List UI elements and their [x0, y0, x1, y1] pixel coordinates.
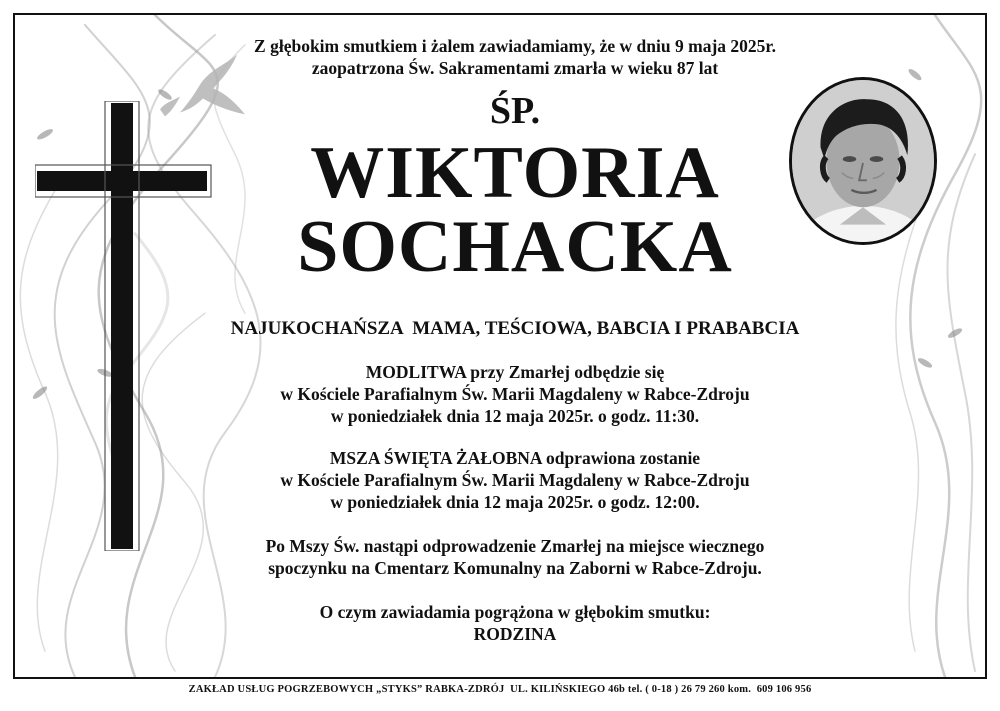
- deceased-last-name: SOCHACKA: [297, 206, 733, 288]
- intro-line: Z głębokim smutkiem i żalem zawiadamiamy, że w dniu 9 maja 2025r.: [254, 36, 776, 56]
- mass-info: [195, 447, 835, 513]
- prayer-line: w poniedziałek dnia 12 maja 2025r. o godz. 11:30.: [330, 406, 700, 426]
- notice-text: [195, 15, 835, 645]
- family-relations: NAJUKOCHAŃSZA MAMA, TEŚCIOWA, BABCIA I PRABABCIA: [230, 318, 800, 339]
- prayer-info: [195, 361, 835, 427]
- prayer-line: w Kościele Parafialnym Św. Marii Magdaleny w Rabce-Zdroju: [280, 384, 750, 404]
- funeral-home-footer: ZAKŁAD USŁUG POGRZEBOWYCH „STYKS” RABKA-ZDRÓJ UL. KILIŃSKIEGO 46b tel. ( 0-18 ) 26 79 260 kom. 609 106 956: [188, 684, 812, 695]
- honorific: ŚP.: [489, 90, 541, 132]
- burial-info: [195, 535, 835, 579]
- mass-line: MSZA ŚWIĘTA ŻAŁOBNA odprawiona zostanie: [329, 448, 701, 468]
- latin-cross-icon: [35, 101, 215, 551]
- mass-line: w poniedziałek dnia 12 maja 2025r. o godz. 12:00.: [330, 492, 700, 512]
- intro-line: zaopatrzona Św. Sakramentami zmarła w wieku 87 lat: [311, 58, 719, 78]
- closing-line: O czym zawiadamia pogrążona w głębokim smutku:: [319, 602, 711, 622]
- burial-line: spoczynku na Cmentarz Komunalny na Zaborni w Rabce-Zdroju.: [268, 558, 762, 578]
- prayer-line: MODLITWA przy Zmarłej odbędzie się: [365, 362, 665, 382]
- obituary-frame: [13, 13, 987, 679]
- mass-line: w Kościele Parafialnym Św. Marii Magdaleny w Rabce-Zdroju: [280, 470, 750, 490]
- burial-line: Po Mszy Św. nastąpi odprowadzenie Zmarłej na miejsce wiecznego: [265, 536, 765, 556]
- family-signature: RODZINA: [473, 624, 557, 644]
- deceased-first-name: WIKTORIA: [310, 132, 720, 214]
- intro: [195, 35, 835, 79]
- closing: [195, 601, 835, 645]
